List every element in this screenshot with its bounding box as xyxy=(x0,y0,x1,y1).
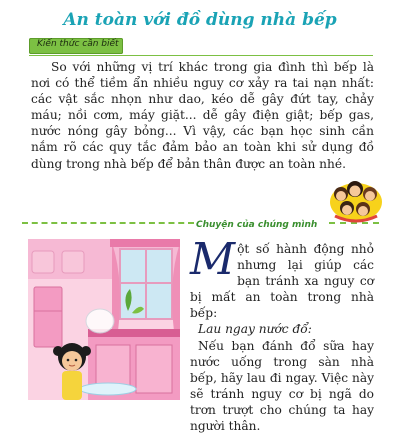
intro-paragraph: So với những vị trí khác trong gia đình thì bếp là nơi có thể tiềm ẩn nhiều nguy cơ xảy ra tai nạn nhất: các vật sắc nhọn như dao, kéo dễ gây đứt tay, chảy máu; nồi cơm, máy giặt... dễ gây điện giật; bếp gas, nước nóng gây bỏng... Vì vậy, các bạn học sinh cần nắm rõ các quy tắc đảm bảo an toàn khi sử dụng đồ dùng trong nhà bếp để bản thân được an toàn nhé. xyxy=(31,60,374,171)
knowledge-badge xyxy=(29,38,123,54)
page-title: An toàn với đồ dùng nhà bếp xyxy=(63,10,337,30)
kitchen-girl-illustration xyxy=(28,239,180,400)
story-lead-text: ột số hành động nhỏ nhưng lại giúp các bạn tránh xa nguy cơ bị mất an toàn trong nhà bếp: xyxy=(190,242,374,321)
knowledge-badge-label: Kiến thức cần biết xyxy=(37,39,119,49)
drop-cap: M xyxy=(190,234,236,285)
story-lead-paragraph xyxy=(190,234,374,321)
story-body-paragraph: Nếu bạn đánh đổ sữa hay nước uống trong sàn nhà bếp, hãy lau đi ngay. Việc này sẽ tránh nguy cơ bị ngã do trơn trượt cho chúng ta hay người thân. xyxy=(190,338,374,434)
story-subheading: Lau ngay nước đổ: xyxy=(198,322,312,337)
story-section-label: Chuyện của chúng mình xyxy=(196,220,318,230)
story-text xyxy=(190,234,374,434)
section-divider-left xyxy=(22,222,194,224)
children-group-illustration xyxy=(329,176,383,224)
badge-divider xyxy=(29,55,373,56)
